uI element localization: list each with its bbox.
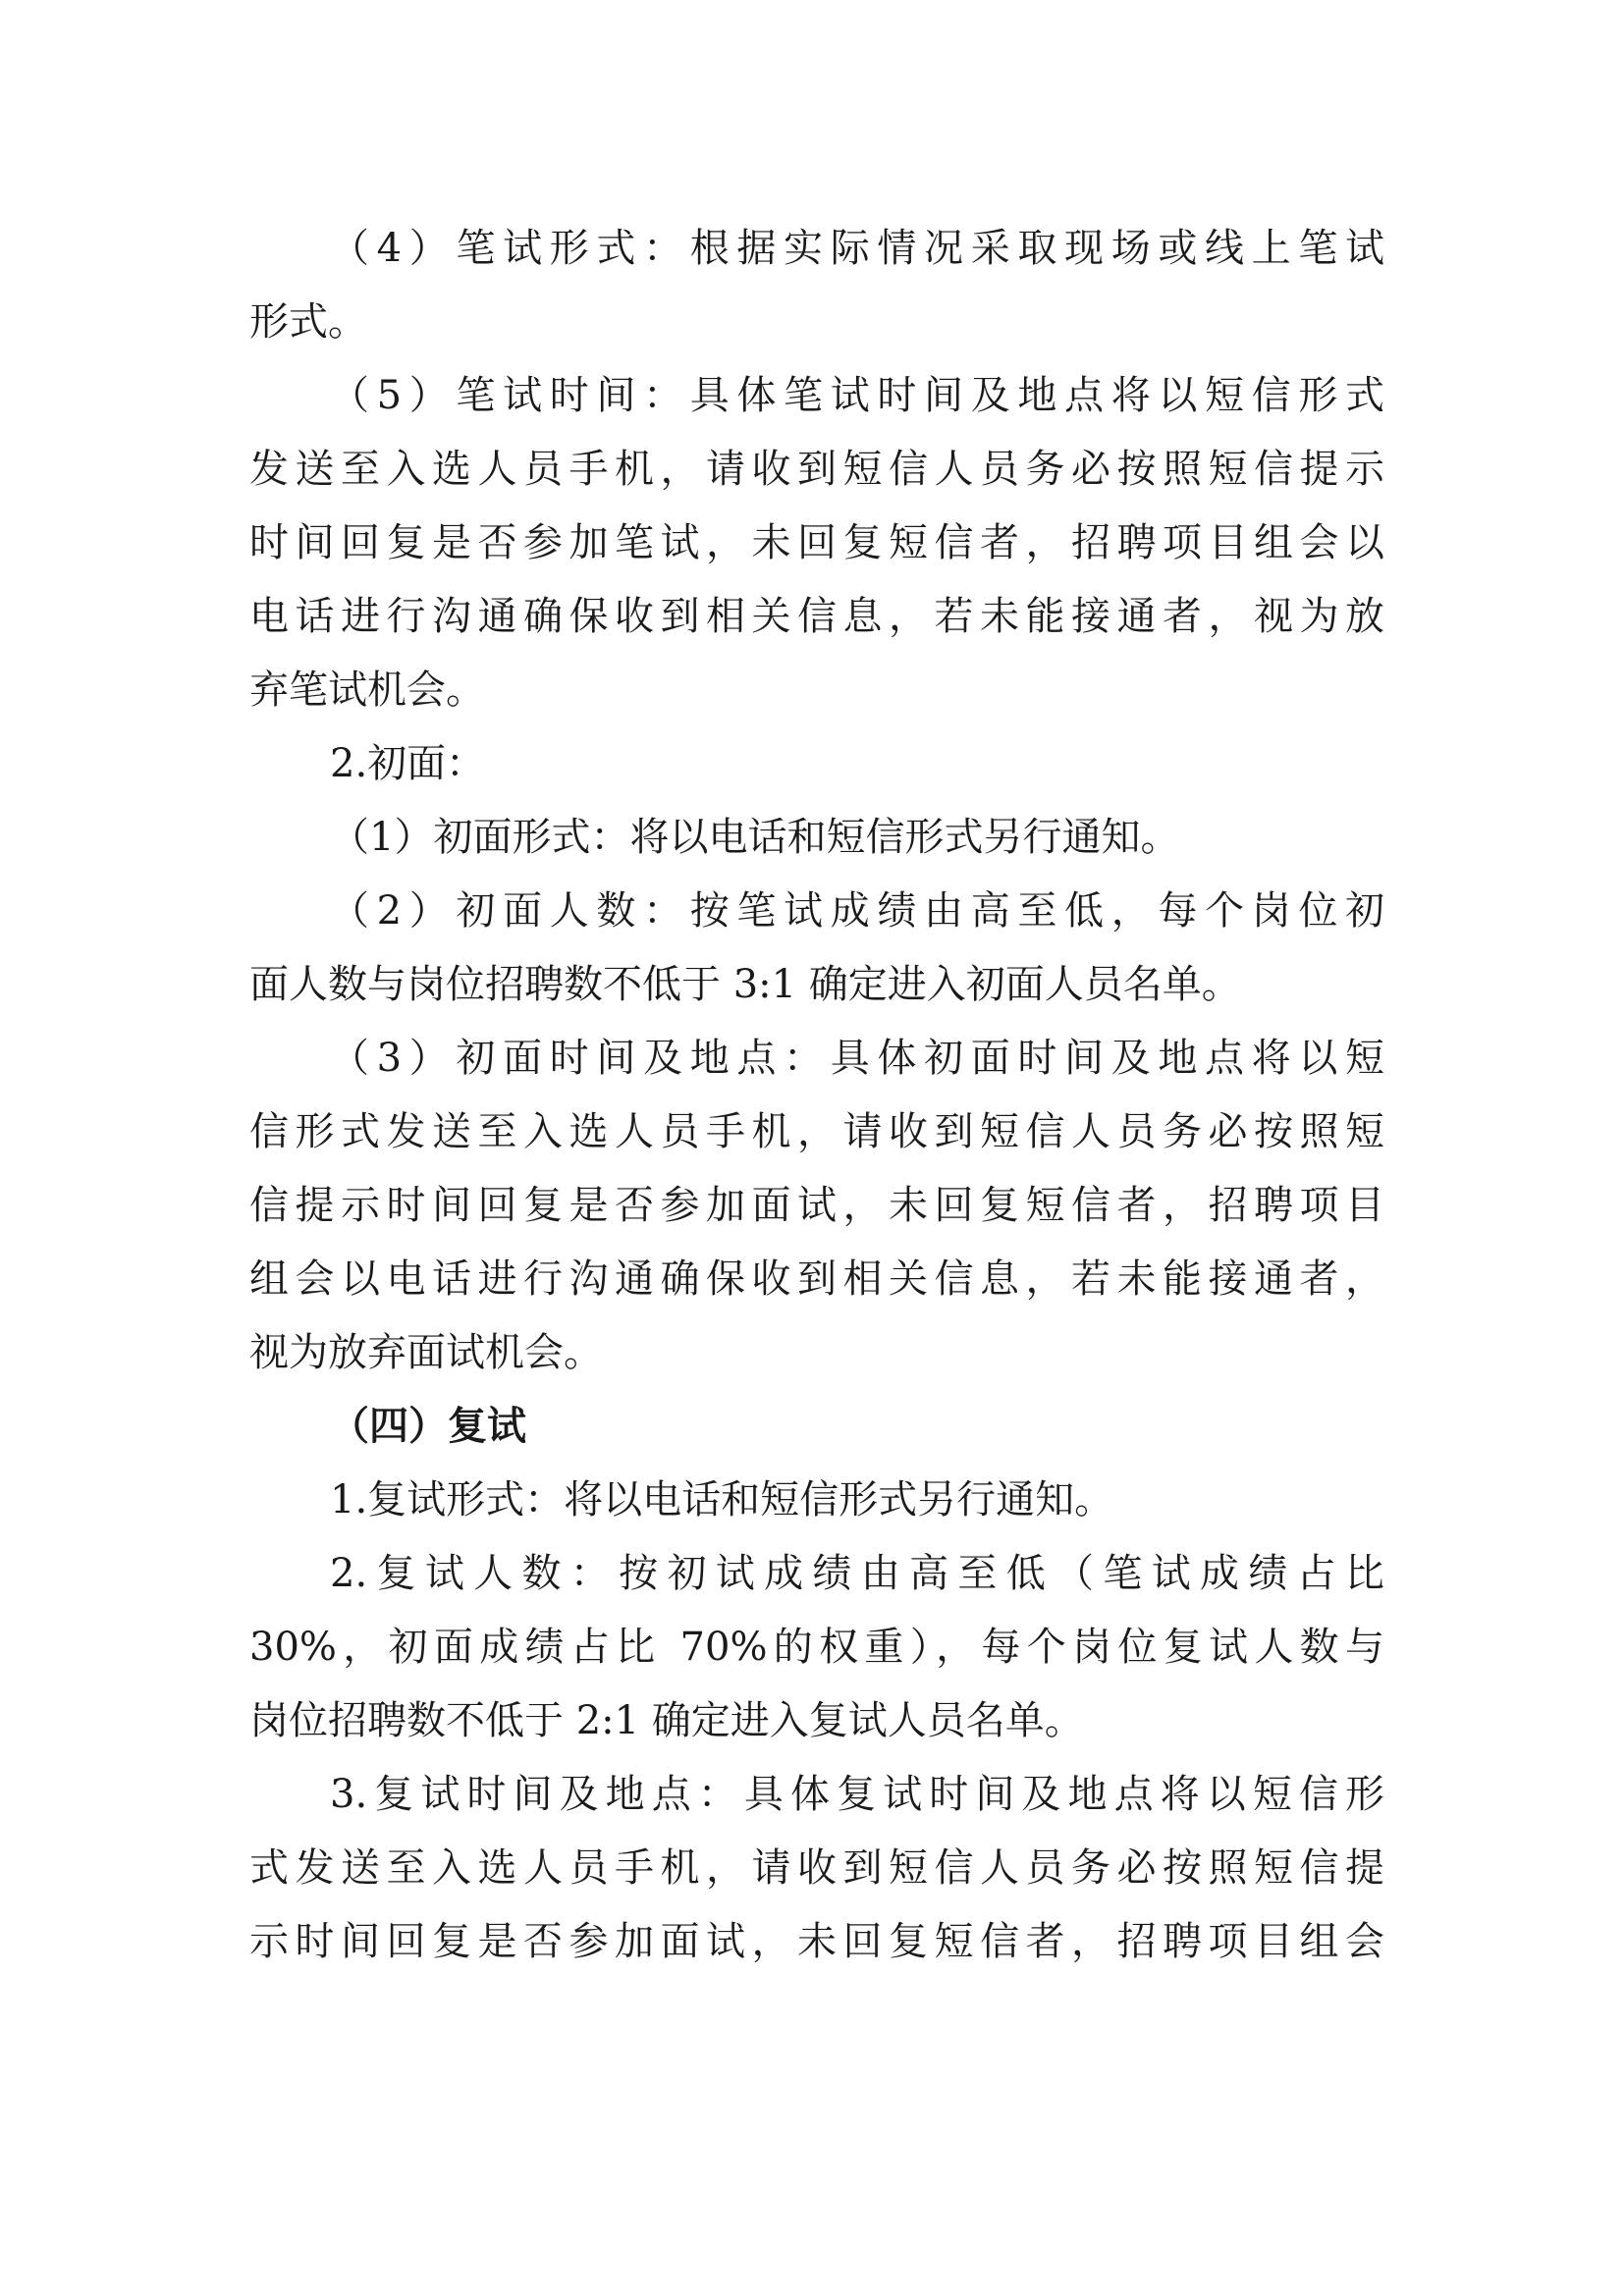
- paragraph-line: 组会以电话进行沟通确保收到相关信息，若未能接通者，: [249, 1256, 1384, 1302]
- paragraph-line: 3.复试时间及地点：具体复试时间及地点将以短信形: [330, 1772, 1384, 1817]
- paragraph-line: 面人数与岗位招聘数不低于 3:1 确定进入初面人员名单。: [249, 962, 1241, 1007]
- paragraph-line: （5）笔试时间：具体笔试时间及地点将以短信形式: [330, 373, 1384, 418]
- paragraph-line: 时间回复是否参加笔试，未回复短信者，招聘项目组会以: [249, 520, 1384, 565]
- paragraph-line: 信形式发送至入选人员手机，请收到短信人员务必按照短: [249, 1109, 1384, 1154]
- paragraph-line: 式发送至入选人员手机，请收到短信人员务必按照短信提: [249, 1845, 1384, 1891]
- paragraph-line: 信提示时间回复是否参加面试，未回复短信者，招聘项目: [249, 1183, 1384, 1228]
- paragraph-line: （4）笔试形式：根据实际情况采取现场或线上笔试: [330, 226, 1384, 271]
- paragraph-line: 电话进行沟通确保收到相关信息，若未能接通者，视为放: [249, 594, 1384, 639]
- paragraph-line: （3）初面时间及地点：具体初面时间及地点将以短: [330, 1036, 1384, 1081]
- paragraph-line: （1）初面形式：将以电话和短信形式另行通知。: [330, 815, 1180, 860]
- paragraph-line: 岗位招聘数不低于 2:1 确定进入复试人员名单。: [249, 1698, 1084, 1743]
- paragraph-line: 1.复试形式：将以电话和短信形式另行通知。: [330, 1477, 1114, 1522]
- section-heading: 2.初面：: [330, 741, 486, 786]
- paragraph-line: 发送至入选人员手机，请收到短信人员务必按照短信提示: [249, 447, 1384, 492]
- paragraph-line: 示时间回复是否参加面试，未回复短信者，招聘项目组会: [249, 1919, 1384, 1964]
- paragraph-line: 视为放弃面试机会。: [249, 1330, 603, 1375]
- section-heading: （四）复试: [330, 1403, 526, 1449]
- paragraph-line: （2）初面人数：按笔试成绩由高至低，每个岗位初: [330, 888, 1384, 934]
- paragraph-line: 2.复试人数：按初试成绩由高至低（笔试成绩占比: [330, 1551, 1384, 1596]
- paragraph-line: 30%，初面成绩占比 70%的权重），每个岗位复试人数与: [249, 1625, 1384, 1670]
- paragraph-line: 弃笔试机会。: [249, 667, 485, 713]
- paragraph-line: 形式。: [249, 299, 367, 345]
